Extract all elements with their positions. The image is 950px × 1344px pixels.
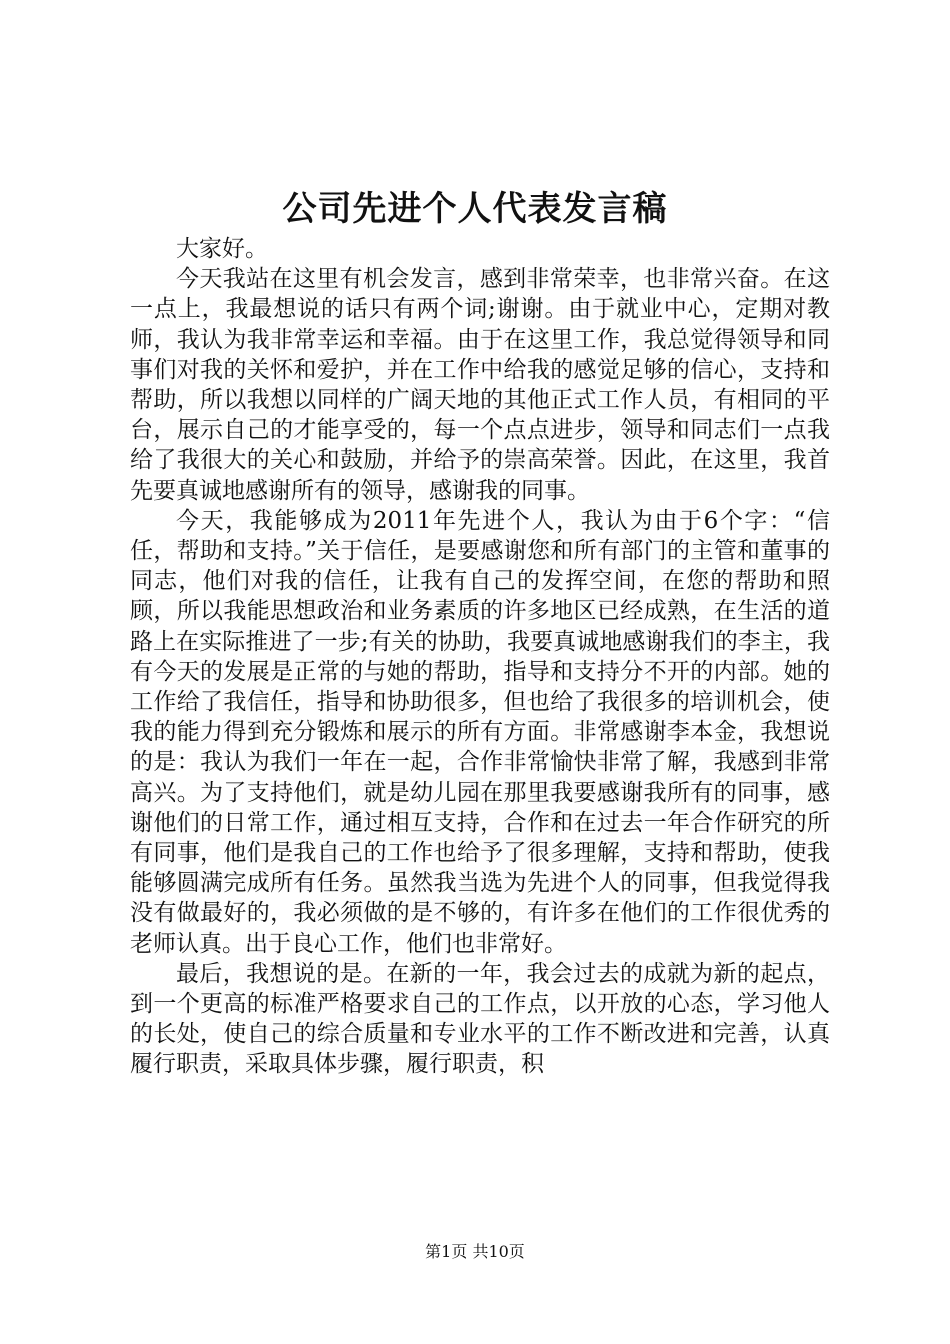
page-footer: 第1页 共10页 [425,1242,525,1261]
document-body [130,234,830,1080]
paragraph-thanks: 今天我站在这里有机会发言，感到非常荣幸，也非常兴奋。在这一点上，我最想说的话只有两个词;谢谢。由于就业中心，定期对教师，我认为我非常幸运和幸福。由于在这里工作，我总觉得领导和同事们对我的关怀和爱护，并在工作中给我的感觉足够的信心，支持和帮助，所以我想以同样的广阔天地的其他正式工作人员，有相同的平台，展示自己的才能享受的，每一个点点进步，领导和同志们一点我给了我很大的关心和鼓励，并给予的崇高荣誉。因此，在这里，我首先要真诚地感谢所有的领导，感谢我的同事。 [130,266,830,504]
paragraph-greeting: 大家好。 [176,236,268,262]
document-title: 公司先进个人代表发言稿 [282,189,668,229]
paragraph-closing: 最后，我想说的是。在新的一年，我会过去的成就为新的起点，到一个更高的标准严格要求自己的工作点，以开放的心态，学习他人的长处，使自己的综合质量和专业水平的工作不断改进和完善，认真履行职责，采取具体步骤，履行职责，积 [130,960,830,1078]
paragraph-trust-help-support: 今天，我能够成为2011年先进个人，我认为由于6个字：“信任，帮助和支持。”关于信任，是要感谢您和所有部门的主管和董事的同志，他们对我的信任，让我有自己的发挥空间，在您的帮助和照顾，所以我能思想政治和业务素质的许多地区已经成熟，在生活的道路上在实际推进了一步;有关的协助，我要真诚地感谢我们的李主，我有今天的发展是正常的与她的帮助，指导和支持分不开的内部。她的工作给了我信任，指导和协助很多，但也给了我很多的培训机会，使我的能力得到充分锻炼和展示的所有方面。非常感谢李本金，我想说的是：我认为我们一年在一起，合作非常愉快非常了解，我感到非常高兴。为了支持他们，就是幼儿园在那里我要感谢我所有的同事，感谢他们的日常工作，通过相互支持，合作和在过去一年合作研究的所有同事，他们是我自己的工作也给予了很多理解，支持和帮助，使我能够圆满完成所有任务。虽然我当选为先进个人的同事，但我觉得我没有做最好的，我必须做的是不够的，有许多在他们的工作很优秀的老师认真。出于良心工作，他们也非常好。 [130,507,830,957]
